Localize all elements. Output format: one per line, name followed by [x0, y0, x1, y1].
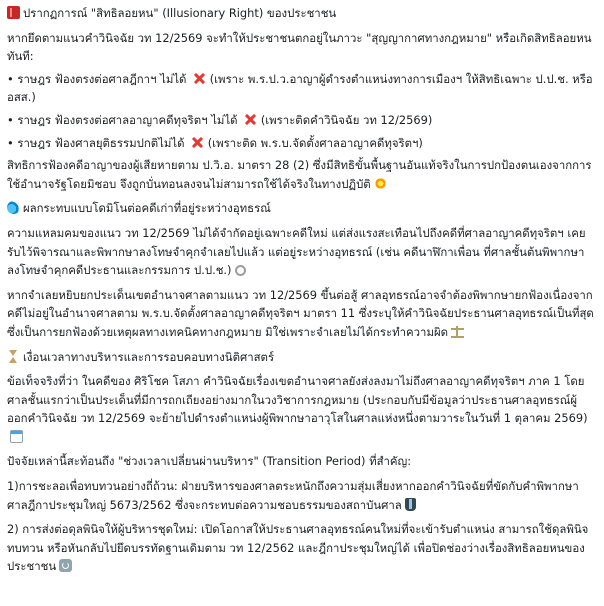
bullet-3-label: • ราษฎร ฟ้องศาลยุติธรรมปกติไม่ได้	[7, 135, 185, 150]
bullet-item-1	[7, 70, 596, 107]
section-2-title: ผลกระทบแบบโดมิโนต่อคดีเก่าที่อยู่ระหว่างอุทธรณ์	[23, 201, 271, 216]
section-4-paragraph-1	[7, 477, 596, 514]
section-3-title: เงื่อนเวลาทางบริหารและการรอบคอบทางนิติศาสตร์	[23, 349, 275, 364]
section-2-text-1: ความแหลมคมของแนว วท 12/2569 ไม่ได้จำกัดอยู่เฉพาะคดีใหม่ แต่ส่งแรงสะเทือนไปถึงคดีที่ศาลอาญาคดีทุจริตฯ เคยรับไว้พิจารณาและพิพากษาลงโทษจำคุกจำเลยไปแล้ว แต่อยู่ระหว่างอุทธรณ์ (เช่น คดีนาฬิกาเพื่อน ที่ศาลชั้นต้นพิพากษาลงโทษจำคุกคดีประธานและกรรมการ ป.ป.ช.)	[7, 225, 586, 278]
section-4-text-2: 2) การส่งต่อดุลพินิจให้ผู้บริหารชุดใหม่: เปิดโอกาสให้ประธานศาลอุทธรณ์คนใหม่ที่จะเข้ารับตำแหน่ง สามารถใช้ดุลพินิจทบทวน หรือหันกลับไปยึดบรรทัดฐานเดิมตาม วท 12/2562 และฎีกาประชุมใหญ่ได้ เพื่อปิดช่องว่างเรื่องสิทธิลอยหนของประชาชน	[7, 522, 589, 574]
intro-paragraph: หากยึดตามแนวคำวินิจฉัย วท 12/2569 จะทำให้ประชาชนตกอยู่ในภาวะ "สุญญากาศทางกฎหมาย" หรือเกิดสิทธิลอยหนทันที:	[7, 30, 592, 64]
section-2-paragraph-1	[7, 224, 596, 280]
bullet-item-2	[7, 111, 596, 130]
cross-mark-icon	[193, 72, 206, 85]
section-4-text-1: 1)การชะลอเพื่อทบทวนอย่างถี่ถ้วน: ฝ่ายบริหารของศาลตระหนักถึงความสุ่มเสี่ยงหากออกคำวินิจฉัยที่ขัดกับคำพิพากษาศาลฎีกาประชุมใหญ่ 5673/2562 ซึ่งจะกระทบต่อความชอบธรรมของสถาบันศาล	[7, 479, 579, 512]
section-2-paragraph-2	[7, 286, 596, 342]
bullet-2-reason: (เพราะติดคำวินิจฉัย วท 12/2569)	[260, 112, 433, 127]
necktie-icon	[405, 498, 416, 511]
hourglass-icon	[7, 350, 20, 363]
collision-icon	[374, 177, 387, 190]
cross-mark-icon	[244, 113, 257, 126]
bullet-1-reason: (เพราะ พ.ร.ป.ว.อาญาผู้ดำรงตำแหน่งทางการเมืองฯ ให้สิทธิเฉพาะ ป.ป.ช. หรือ อสส.)	[7, 71, 593, 105]
section-2-text-2: หากจำเลยหยิบยกประเด็นเขตอำนาจศาลตามแนว วท 12/2569 ขึ้นต่อสู้ ศาลอุทธรณ์อาจจำต้องพิพากษายกฟ้องเนื่องจากคดีไม่อยู่ในอำนาจศาลตาม พ.ร.บ.จัดตั้งศาลอาญาคดีทุจริตฯ มาตรา 11 ซึ่งระบุให้คำวินิจฉัยประธานศาลอุทธรณ์เป็นที่สุด ซึ่งเป็นการยกฟ้องด้วยเหตุผลทางเทคนิคทางกฎหมาย มิใช่เพราะจำเลยไม่ได้กระทำความผิด	[7, 287, 594, 339]
cross-mark-icon	[191, 136, 204, 149]
title-text: ปรากฏการณ์ "สิทธิลอยหน" (Illusionary Right) ของประชาชน	[23, 6, 337, 20]
book-icon	[7, 6, 20, 19]
section-3-paragraph	[7, 372, 596, 446]
bullet-3-reason: (เพราะติด พ.ร.บ.จัดตั้งศาลอาญาคดีทุจริตฯ)	[207, 135, 423, 150]
bullet-2-label: • ราษฎร ฟ้องตรงต่อศาลอาญาคดีทุจริตฯ ไม่ได้	[7, 112, 238, 127]
watch-icon	[235, 265, 246, 276]
section-4-paragraph-2	[7, 520, 596, 576]
conclusion-text: สิทธิการฟ้องคดีอาญาของผู้เสียหายตาม ป.วิ.อ. มาตรา 28 (2) ซึ่งมีสิทธิขั้นพื้นฐานอันแท้จริงในการปกป้องตนเองจากการใช้อำนาจรัฐโดยมิชอบ จึงถูกบั่นทอนลงจนไม่สามารถใช้ได้จริงในทางปฏิบัติ	[7, 158, 592, 191]
wave-icon	[7, 201, 20, 214]
section-2-heading	[7, 199, 596, 218]
bullet-1-label: • ราษฎร ฟ้องตรงต่อศาลฎีกาฯ ไม่ได้	[7, 71, 187, 86]
balance-scale-icon	[451, 325, 464, 338]
calendar-icon	[10, 430, 23, 443]
section-3-text: ข้อเท็จจริงที่ว่า ในคดีของ ศิริโชค โสภา คำวินิจฉัยเรื่องเขตอำนาจศาลยังส่งลงมาไม่ถึงศาลอาญาคดีทุจริตฯ ภาค 1 โดยศาลชั้นแรกว่าเป็นประเด็นที่มีการถกเถียงอย่างมากในวงวิชาการกฎหมาย (ประกอบกับมีข้อมูลว่าประธานศาลอุทธรณ์ผู้ออกคำวินิจฉัย วท 12/2569 จะย้ายไปดำรงตำแหน่งผู้พิพากษาอาวุโสในศาลแห่งหนึ่งตามวาระในวันที่ 1 ตุลาคม 2569)	[7, 374, 588, 426]
bullet-item-3	[7, 134, 596, 153]
conclusion-paragraph	[7, 156, 596, 193]
refresh-button-icon	[59, 559, 72, 572]
title-line	[7, 4, 596, 23]
section-3-heading	[7, 348, 596, 367]
section-4-heading: ปัจจัยเหล่านี้สะท้อนถึง "ช่วงเวลาเปลี่ยนผ่านบริหาร" (Transition Period) ที่สำคัญ:	[7, 454, 412, 469]
